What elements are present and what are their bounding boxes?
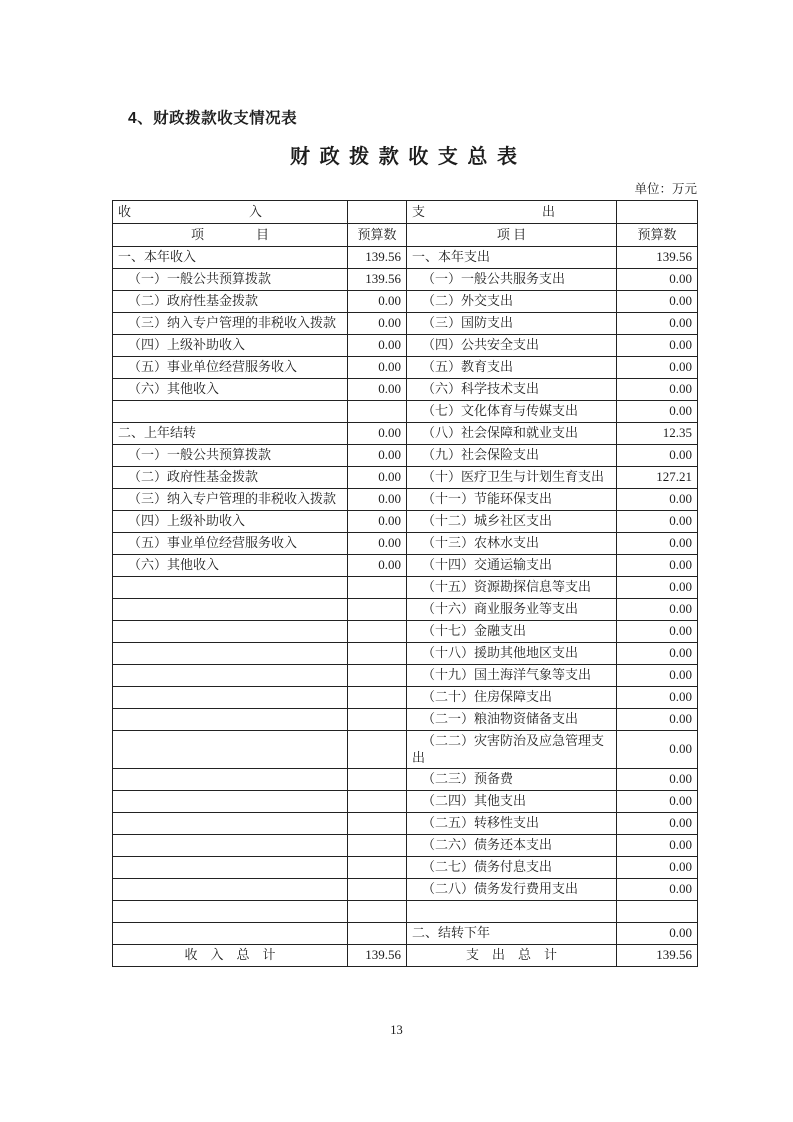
expense-item-cell: （十二）城乡社区支出 xyxy=(407,511,617,533)
income-item-cell xyxy=(113,813,348,835)
income-budget-cell xyxy=(348,901,407,923)
expense-item-cell: （十八）援助其他地区支出 xyxy=(407,643,617,665)
expense-item-cell: （十）医疗卫生与计划生育支出 xyxy=(407,467,617,489)
expense-budget-cell: 0.00 xyxy=(617,813,698,835)
income-item-cell xyxy=(113,731,348,769)
table-row xyxy=(113,665,698,687)
income-item-cell: （五）事业单位经营服务收入 xyxy=(113,357,348,379)
table-row xyxy=(113,401,698,423)
page-number: 13 xyxy=(390,1023,403,1037)
expense-group-char-right: 出 xyxy=(541,203,555,219)
income-group-char-right: 入 xyxy=(248,203,262,219)
table-row xyxy=(113,357,698,379)
income-item-cell: （二）政府性基金拨款 xyxy=(113,467,348,489)
expense-budget-cell: 0.00 xyxy=(617,511,698,533)
table-row xyxy=(113,533,698,555)
income-item-cell xyxy=(113,923,348,945)
expense-group-char-left: 支 xyxy=(412,203,426,219)
income-budget-cell: 0.00 xyxy=(348,291,407,313)
income-budget-cell xyxy=(348,923,407,945)
expense-total-value: 139.56 xyxy=(617,945,698,967)
table-row xyxy=(113,445,698,467)
income-item-cell xyxy=(113,709,348,731)
expense-item-cell: （二十）住房保障支出 xyxy=(407,687,617,709)
expense-item-cell: （二）外交支出 xyxy=(407,291,617,313)
expense-item-cell: （九）社会保险支出 xyxy=(407,445,617,467)
income-budget-cell xyxy=(348,769,407,791)
expense-budget-cell: 0.00 xyxy=(617,879,698,901)
income-budget-cell xyxy=(348,621,407,643)
expense-budget-cell: 0.00 xyxy=(617,599,698,621)
expense-budget-cell: 0.00 xyxy=(617,379,698,401)
income-budget-cell: 0.00 xyxy=(348,379,407,401)
income-budget-cell: 139.56 xyxy=(348,247,407,269)
income-budget-cell xyxy=(348,709,407,731)
table-row xyxy=(113,269,698,291)
income-budget-cell: 139.56 xyxy=(348,269,407,291)
expense-group-header-spacer xyxy=(617,201,698,224)
table-column-header-row xyxy=(113,224,698,247)
income-budget-cell xyxy=(348,791,407,813)
expense-item-cell: （二七）债务付息支出 xyxy=(407,857,617,879)
income-budget-cell xyxy=(348,857,407,879)
unit-label: 单位：万元 xyxy=(634,182,697,196)
table-row xyxy=(113,709,698,731)
income-budget-cell: 0.00 xyxy=(348,313,407,335)
income-budget-cell: 0.00 xyxy=(348,445,407,467)
income-item-cell xyxy=(113,599,348,621)
income-item-cell: （四）上级补助收入 xyxy=(113,511,348,533)
expense-budget-cell xyxy=(617,901,698,923)
income-item-cell xyxy=(113,901,348,923)
expense-item-cell: （三）国防支出 xyxy=(407,313,617,335)
table-row xyxy=(113,813,698,835)
income-item-cell: （三）纳入专户管理的非税收入拨款 xyxy=(113,489,348,511)
income-item-column-header: 项 目 xyxy=(113,224,348,247)
income-item-cell xyxy=(113,577,348,599)
table-row xyxy=(113,857,698,879)
expense-item-cell: （七）文化体育与传媒支出 xyxy=(407,401,617,423)
income-group-header-spacer xyxy=(348,201,407,224)
table-row xyxy=(113,313,698,335)
expense-budget-cell: 0.00 xyxy=(617,769,698,791)
table-row xyxy=(113,769,698,791)
income-item-cell xyxy=(113,791,348,813)
expense-budget-cell: 0.00 xyxy=(617,857,698,879)
income-budget-cell xyxy=(348,687,407,709)
expense-budget-cell: 0.00 xyxy=(617,357,698,379)
table-row xyxy=(113,511,698,533)
expense-item-cell: （十四）交通运输支出 xyxy=(407,555,617,577)
table-row xyxy=(113,577,698,599)
table-title: 财 政 拨 款 收 支 总 表 xyxy=(290,146,519,168)
expense-budget-cell: 0.00 xyxy=(617,835,698,857)
section-heading: 4、财政拨款收支情况表 xyxy=(128,110,298,127)
income-budget-cell xyxy=(348,879,407,901)
expense-item-cell: （二四）其他支出 xyxy=(407,791,617,813)
table-row xyxy=(113,835,698,857)
income-budget-cell: 0.00 xyxy=(348,423,407,445)
expense-budget-cell: 139.56 xyxy=(617,247,698,269)
table-row xyxy=(113,621,698,643)
income-budget-cell: 0.00 xyxy=(348,467,407,489)
expense-budget-cell: 0.00 xyxy=(617,791,698,813)
expense-item-cell: （一）一般公共服务支出 xyxy=(407,269,617,291)
expense-item-cell: （十三）农林水支出 xyxy=(407,533,617,555)
table-row xyxy=(113,731,698,769)
expense-item-cell: 一、本年支出 xyxy=(407,247,617,269)
expense-item-cell: （二六）债务还本支出 xyxy=(407,835,617,857)
income-item-cell xyxy=(113,401,348,423)
income-item-cell: （二）政府性基金拨款 xyxy=(113,291,348,313)
expense-budget-cell: 0.00 xyxy=(617,687,698,709)
income-item-cell: （五）事业单位经营服务收入 xyxy=(113,533,348,555)
table-body xyxy=(113,247,698,945)
expense-budget-cell: 0.00 xyxy=(617,731,698,769)
income-budget-cell xyxy=(348,813,407,835)
expense-budget-cell: 0.00 xyxy=(617,577,698,599)
table-row xyxy=(113,599,698,621)
expense-budget-cell: 0.00 xyxy=(617,291,698,313)
income-budget-cell: 0.00 xyxy=(348,335,407,357)
table-row xyxy=(113,791,698,813)
expense-item-cell: （五）教育支出 xyxy=(407,357,617,379)
expense-budget-cell: 0.00 xyxy=(617,555,698,577)
income-budget-cell: 0.00 xyxy=(348,533,407,555)
table-row xyxy=(113,247,698,269)
table-row xyxy=(113,687,698,709)
income-item-cell xyxy=(113,835,348,857)
expense-item-column-header: 项 目 xyxy=(407,224,617,247)
income-item-cell xyxy=(113,769,348,791)
expense-budget-cell: 0.00 xyxy=(617,269,698,291)
expense-budget-cell: 0.00 xyxy=(617,709,698,731)
income-item-cell: 一、本年收入 xyxy=(113,247,348,269)
table-row xyxy=(113,901,698,923)
expense-budget-cell: 0.00 xyxy=(617,665,698,687)
expense-item-cell: （二五）转移性支出 xyxy=(407,813,617,835)
income-item-cell: （三）纳入专户管理的非税收入拨款 xyxy=(113,313,348,335)
income-item-cell: （六）其他收入 xyxy=(113,555,348,577)
expense-item-cell: （四）公共安全支出 xyxy=(407,335,617,357)
expense-total-label: 支 出 总 计 xyxy=(407,945,617,967)
expense-item-cell: 二、结转下年 xyxy=(407,923,617,945)
expense-item-cell: （十一）节能环保支出 xyxy=(407,489,617,511)
income-total-label: 收 入 总 计 xyxy=(113,945,348,967)
expense-budget-cell: 0.00 xyxy=(617,401,698,423)
income-item-cell xyxy=(113,643,348,665)
income-budget-cell xyxy=(348,835,407,857)
expense-budget-cell: 0.00 xyxy=(617,643,698,665)
table-row xyxy=(113,379,698,401)
expense-budget-cell: 127.21 xyxy=(617,467,698,489)
income-item-cell: （一）一般公共预算拨款 xyxy=(113,445,348,467)
income-item-cell xyxy=(113,665,348,687)
expense-item-cell: （二二）灾害防治及应急管理支出 xyxy=(407,731,617,769)
income-item-cell xyxy=(113,857,348,879)
table-row xyxy=(113,555,698,577)
income-item-cell xyxy=(113,879,348,901)
table-row xyxy=(113,879,698,901)
expense-budget-cell: 0.00 xyxy=(617,335,698,357)
income-budget-column-header: 预算数 xyxy=(348,224,407,247)
expense-budget-cell: 0.00 xyxy=(617,489,698,511)
fiscal-appropriation-table xyxy=(112,200,698,967)
table-row xyxy=(113,643,698,665)
expense-item-cell: （十六）商业服务业等支出 xyxy=(407,599,617,621)
income-group-char-left: 收 xyxy=(118,203,132,219)
totals-row xyxy=(113,945,698,967)
table-group-header-row xyxy=(113,201,698,224)
expense-item-cell: （二一）粮油物资储备支出 xyxy=(407,709,617,731)
income-item-cell: 二、上年结转 xyxy=(113,423,348,445)
income-budget-cell: 0.00 xyxy=(348,489,407,511)
income-budget-cell xyxy=(348,643,407,665)
income-item-cell xyxy=(113,621,348,643)
expense-budget-cell: 12.35 xyxy=(617,423,698,445)
expense-item-cell xyxy=(407,901,617,923)
expense-budget-cell: 0.00 xyxy=(617,445,698,467)
income-budget-cell: 0.00 xyxy=(348,357,407,379)
table-row xyxy=(113,291,698,313)
income-budget-cell: 0.00 xyxy=(348,555,407,577)
table-row xyxy=(113,923,698,945)
income-total-value: 139.56 xyxy=(348,945,407,967)
table-row xyxy=(113,335,698,357)
income-item-cell: （六）其他收入 xyxy=(113,379,348,401)
income-budget-cell xyxy=(348,599,407,621)
expense-item-cell: （十五）资源勘探信息等支出 xyxy=(407,577,617,599)
income-item-cell: （四）上级补助收入 xyxy=(113,335,348,357)
income-group-header xyxy=(113,201,348,224)
expense-item-cell: （六）科学技术支出 xyxy=(407,379,617,401)
expense-item-cell: （二八）债务发行费用支出 xyxy=(407,879,617,901)
income-budget-cell xyxy=(348,731,407,769)
expense-item-cell: （十九）国土海洋气象等支出 xyxy=(407,665,617,687)
income-budget-cell xyxy=(348,665,407,687)
income-item-cell: （一）一般公共预算拨款 xyxy=(113,269,348,291)
table-row xyxy=(113,489,698,511)
income-item-cell xyxy=(113,687,348,709)
income-budget-cell xyxy=(348,401,407,423)
expense-item-cell: （八）社会保障和就业支出 xyxy=(407,423,617,445)
expense-group-header xyxy=(407,201,617,224)
expense-budget-cell: 0.00 xyxy=(617,313,698,335)
expense-budget-cell: 0.00 xyxy=(617,533,698,555)
expense-budget-cell: 0.00 xyxy=(617,923,698,945)
table-row xyxy=(113,423,698,445)
expense-budget-cell: 0.00 xyxy=(617,621,698,643)
income-budget-cell: 0.00 xyxy=(348,511,407,533)
expense-item-cell: （十七）金融支出 xyxy=(407,621,617,643)
table-row xyxy=(113,467,698,489)
income-budget-cell xyxy=(348,577,407,599)
expense-item-cell: （二三）预备费 xyxy=(407,769,617,791)
expense-budget-column-header: 预算数 xyxy=(617,224,698,247)
